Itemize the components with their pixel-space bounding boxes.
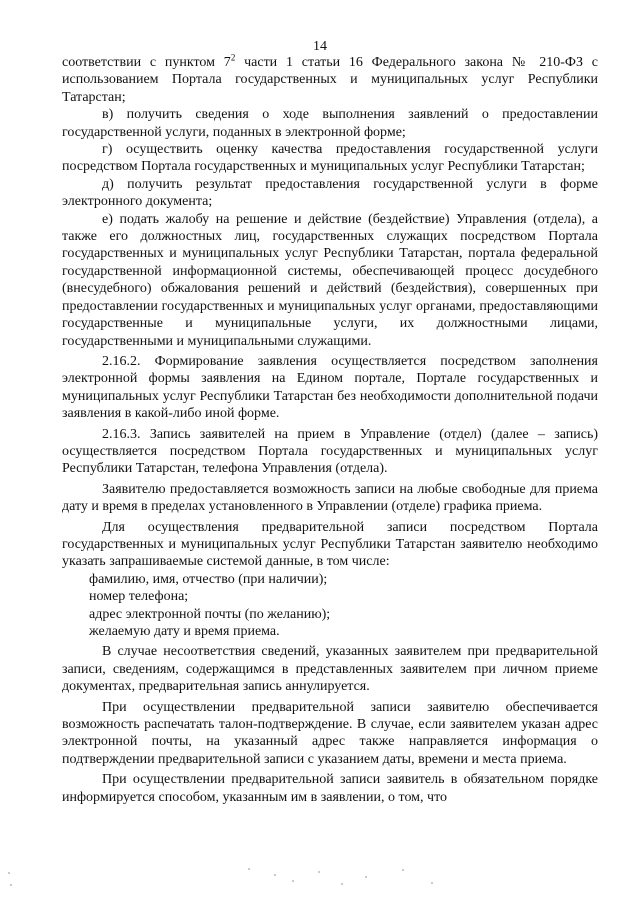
scan-speck (248, 868, 250, 870)
list-item: адрес электронной почты (по желанию); (89, 606, 331, 622)
scan-speck (292, 880, 294, 882)
paragraph-item-e: е) подать жалобу на решение и действие (бездействие) Управления (отдела), а также его должностных лиц, государственных служащих посредством Портала государственных и муниципальных услуг Республики Татарстан, портала федеральной государственной информационной системы, обеспечивающей процесс досудебного (внесудебного) обжалования решений и действий (бездействия), совершенных при предоставлении государственных и муниципальных услуг органами, предоставляющими государственные и муниципальные услуги, их должностными лицами, государственными и муниципальными служащими. (62, 211, 598, 349)
list-item: желаемую дату и время приема. (89, 624, 280, 639)
paragraph-continued (62, 54, 598, 106)
paragraph-2-16-3: 2.16.3. Запись заявителей на прием в Управление (отдел) (далее – запись) осуществляется посредством Портала государственных и муниципальных услуг Республики Татарстан, телефона Управления (отдела). (62, 426, 598, 477)
paragraph-item-d: д) получить результат предоставления государственной услуги в форме электронного документа; (62, 176, 598, 210)
scan-speck (8, 872, 10, 874)
paragraph-appointment-options: Заявителю предоставляется возможность записи на любые свободные для приема дату и время в пределах установленного в Управлении (отделе) графика приема. (62, 481, 598, 515)
paragraph-notification: При осуществлении предварительной записи заявитель в обязательном порядке информируется способом, указанным им в заявлении, о том, что (62, 772, 598, 805)
scan-speck (10, 884, 12, 886)
paragraph-2-16-2: 2.16.2. Формирование заявления осуществляется посредством заполнения электронной формы заявления на Едином портале, Портале государственных и муниципальных услуг Республики Татарстан без необходимости дополнительной подачи заявления в какой-либо иной форме. (62, 353, 598, 422)
paragraph-text-start: соответствии с пунктом 7 (62, 55, 231, 70)
document-body (62, 54, 598, 806)
paragraph-mismatch: В случае несоответствия сведений, указанных заявителем при предварительной записи, сведениям, содержащимся в представленных заявителем при личном приеме документах, предварительная запись аннулируется. (62, 644, 598, 695)
footnote-superscript: 2 (230, 52, 236, 63)
paragraph-item-g: г) осуществить оценку качества предоставления государственной услуги посредством Портала государственных и муниципальных услуг Республики Татарстан; (62, 142, 598, 175)
paragraph-text-end: части 1 статьи 16 Федерального закона № 210-ФЗ с использованием Портала государственных и муниципальных услуг Республики Татарстан; (62, 55, 598, 105)
paragraph-required-data: Для осуществления предварительной записи посредством Портала государственных и муниципальных услуг Республики Татарстан заявителю необходимо указать запрашиваемые системой данные, в том числе: (62, 519, 598, 570)
scan-speck (318, 871, 320, 873)
scan-speck (431, 882, 433, 884)
page-number: 14 (313, 39, 327, 54)
scan-speck (402, 869, 404, 871)
scan-speck (274, 874, 276, 876)
paragraph-confirmation-ticket: При осуществлении предварительной записи заявителю обеспечивается возможность распечатать талон-подтверждение. В случае, если заявителем указан адрес электронной почты, на указанный адрес также направляется информация о подтверждении предварительной записи с указанием даты, времени и места приема. (62, 699, 598, 767)
scan-speck (365, 876, 367, 878)
list-item: номер телефона; (89, 589, 189, 605)
paragraph-item-v: в) получить сведения о ходе выполнения заявлений о предоставлении государственной услуги, поданных в электронной форме; (62, 107, 598, 140)
list-item: фамилию, имя, отчество (при наличии); (89, 571, 328, 587)
scan-speck (341, 883, 343, 885)
